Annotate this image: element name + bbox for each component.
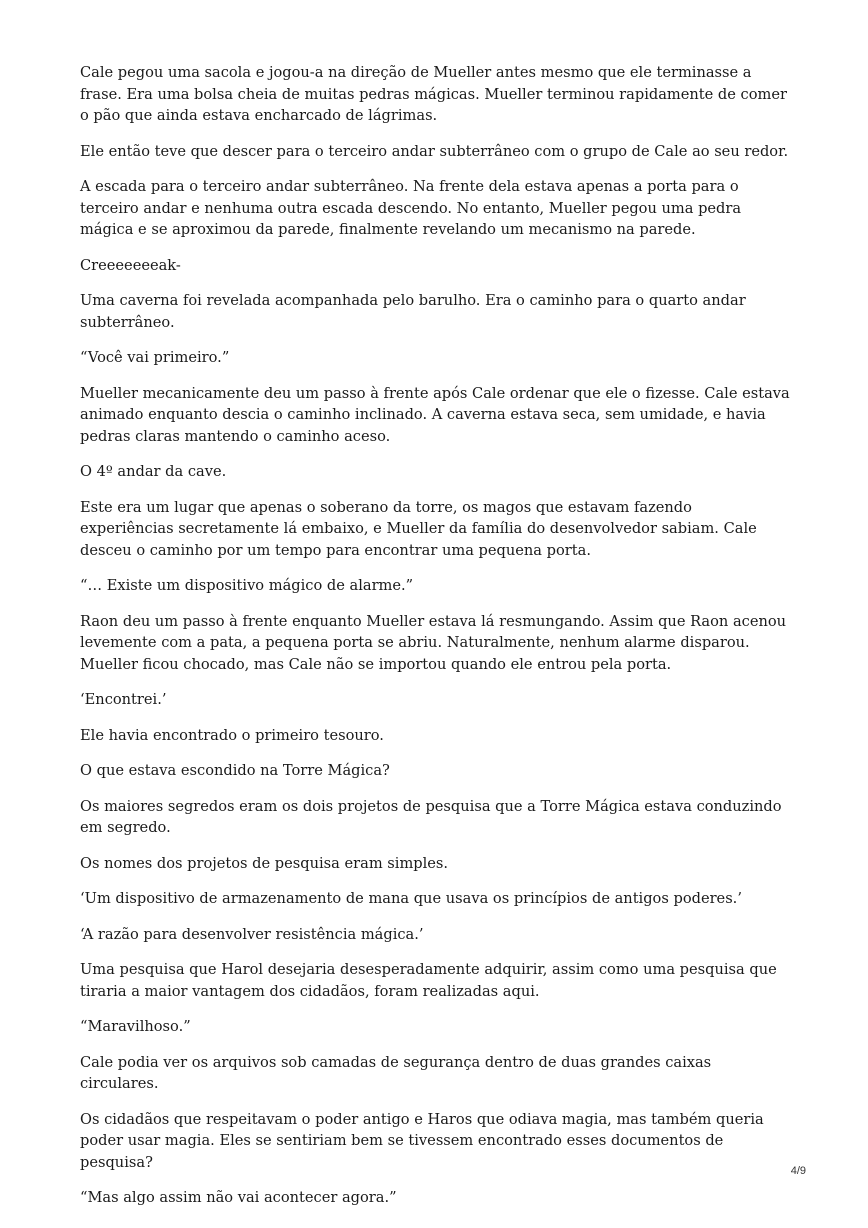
paragraph: “Mas algo assim não vai acontecer agora.” <box>80 1189 397 1206</box>
paragraph: Uma caverna foi revelada acompanhada pelo barulho. Era o caminho para o quarto andar subterrâneo. <box>80 292 746 331</box>
paragraph: Creeeeeeeak- <box>80 256 181 274</box>
paragraph: ‘Um dispositivo de armazenamento de mana que usava os princípios de antigos poderes.’ <box>80 890 742 907</box>
paragraph: Ele então teve que descer para o terceiro andar subterrâneo com o grupo de Cale ao seu redor. <box>80 142 789 160</box>
paragraph: Mueller mecanicamente deu um passo à frente após Cale ordenar que ele o fizesse. Cale estava animado enquanto descia o caminho inclinado. A caverna estava seca, sem umidade, e havia pedras claras mantendo o caminho aceso. <box>80 384 790 445</box>
paragraph: O que estava escondido na Torre Mágica? <box>80 762 390 779</box>
paragraph: Os nomes dos projetos de pesquisa eram simples. <box>80 854 449 872</box>
paragraph: O 4º andar da cave. <box>80 463 227 480</box>
paragraph: Cale podia ver os arquivos sob camadas de segurança dentro de duas grandes caixas circulares. <box>80 1053 712 1092</box>
paragraph: Cale pegou uma sacola e jogou-a na direção de Mueller antes mesmo que ele terminasse a frase. Era uma bolsa cheia de muitas pedras mágicas. Mueller terminou rapidamente de comer o pão que ainda estava encharcado de lágrimas. <box>80 64 787 124</box>
paragraph: Raon deu um passo à frente enquanto Mueller estava lá resmungando. Assim que Raon acenou levemente com a pata, a pequena porta se abriu. Naturalmente, nenhum alarme disparou. Mueller ficou chocado, mas Cale não se importou quando ele entrou pela porta. <box>80 612 787 673</box>
paragraph: ‘A razão para desenvolver resistência mágica.’ <box>80 925 424 943</box>
page-number: 4/9 <box>790 1165 806 1177</box>
paragraph: A escada para o terceiro andar subterrâneo. Na frente dela estava apenas a porta para o terceiro andar e nenhuma outra escada descendo. No entanto, Mueller pegou uma pedra mágica e se aproximou da parede, finalmente revelando um mecanismo na parede. <box>80 178 742 238</box>
paragraph: Uma pesquisa que Harol desejaria desesperadamente adquirir, assim como uma pesquisa que tiraria a maior vantagem dos cidadãos, foram realizadas aqui. <box>80 961 777 1000</box>
paragraph: “Maravilhoso.” <box>80 1018 191 1035</box>
paragraph: Este era um lugar que apenas o soberano da torre, os magos que estavam fazendo experiências secretamente lá embaixo, e Mueller da família do desenvolvedor sabiam. Cale desceu o caminho por um tempo para encontrar uma pequena porta. <box>80 498 757 559</box>
document-body <box>80 62 790 1223</box>
paragraph: “… Existe um dispositivo mágico de alarme.” <box>80 577 414 594</box>
paragraph: Ele havia encontrado o primeiro tesouro. <box>80 726 384 744</box>
paragraph: ‘Encontrei.’ <box>80 691 167 708</box>
paragraph: Os maiores segredos eram os dois projetos de pesquisa que a Torre Mágica estava conduzindo em segredo. <box>80 797 782 836</box>
paragraph: “Você vai primeiro.” <box>80 349 230 366</box>
paragraph: Os cidadãos que respeitavam o poder antigo e Haros que odiava magia, mas também queria poder usar magia. Eles se sentiriam bem se tivessem encontrado esses documentos de pesquisa? <box>80 1110 764 1171</box>
